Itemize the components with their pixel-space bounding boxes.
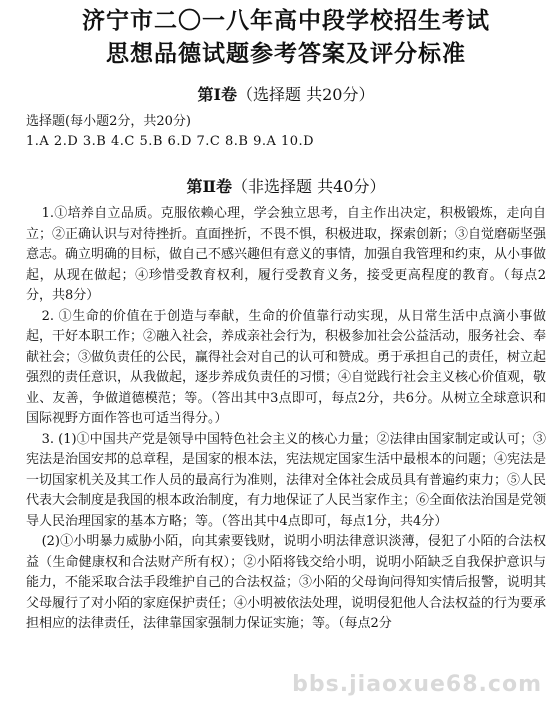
multiple-choice-answers: 1.A 2.D 3.B 4.C 5.B 6.D 7.C 8.B 9.A 10.D <box>26 134 315 149</box>
answer-question-1: 1.①培养自立品质。克服依赖心理，学会独立思考，自主作出决定，积极锻炼，走向自立；②正确认识与对待挫折。直面挫折，不畏不惧，积极进取，探索创新；③自觉磨砺坚强意志。确立明确的目标，做自己不感兴趣但有意义的事情，加强自我管理和约束，从小事做起，从现在做起；④珍惜受教育权利，履行受教育义务，接受更高程度的教育。（每点2分，共8分） <box>26 206 547 303</box>
answer-question-3-part2: (2)①小明暴力威胁小陌，向其索要钱财，说明小明法律意识淡薄，侵犯了小陌的合法权益（生命健康权和合法财产所有权）；②小陌将钱交给小明，说明小陌缺乏自我保护意识与能力，不能采取合法手段维护自己的合法权益；③小陌的父母询问得知实情后报警，说明其父母履行了对小陌的家庭保护责任；④小明被依法处理，说明侵犯他人合法权益的行为要承担相应的法律责任，法律靠国家强制力保证实施；等。（每点2分 <box>26 534 547 631</box>
answer-question-2: 2. ①生命的价值在于创造与奉献，生命的价值靠行动实现，从日常生活中点滴小事做起，干好本职工作；②融入社会，养成亲社会行为，积极参加社会公益活动，服务社会、奉献社会；③做负责任的公民，赢得社会对自己的认可和赞成。勇于承担自己的责任，树立起强烈的责任意识，从我做起，逐步养成负责任的习惯；④自觉践行社会主义核心价值观，敬业、友善，争做道德模范；等。（答出其中3点即可，每点2分，共6分。从树立全球意识和国际视野方面作答也可适当得分。） <box>26 308 547 426</box>
multiple-choice-label: 选择题(每小题2分，共20分) <box>26 114 191 129</box>
part2-heading-label: 第Ⅱ卷 <box>186 177 233 196</box>
part1-heading-detail: （选择题 共20分） <box>237 85 375 104</box>
site-watermark: bbs.jiaoxue68.com <box>292 672 542 697</box>
answer-question-3-part1: 3. (1)①中国共产党是领导中国特色社会主义的核心力量；②法律由国家制定或认可；③宪法是治国安邦的总章程，是国家的根本法，宪法规定国家生活中最根本的问题；④宪法是一切国家机关及其工作人员的最高行为准则，法律对全体社会成员具有普遍约束力；⑤人民代表大会制度是我国的根本政治制度，有力地保证了人民当家作主；⑥全面依法治国是党领导人民治理国家的基本方略；等。（答出其中4点即可，每点1分，共4分） <box>26 431 547 529</box>
part1-heading-label: 第Ⅰ卷 <box>197 85 238 104</box>
part1-heading <box>26 84 546 106</box>
document-subtitle: 思想品德试题参考答案及评分标准 <box>106 40 466 67</box>
part2-heading-detail: （非选择题 共40分） <box>232 177 386 196</box>
part2-heading <box>26 176 546 198</box>
exam-title: 济宁市二〇一八年高中段学校招生考试 <box>82 7 490 34</box>
